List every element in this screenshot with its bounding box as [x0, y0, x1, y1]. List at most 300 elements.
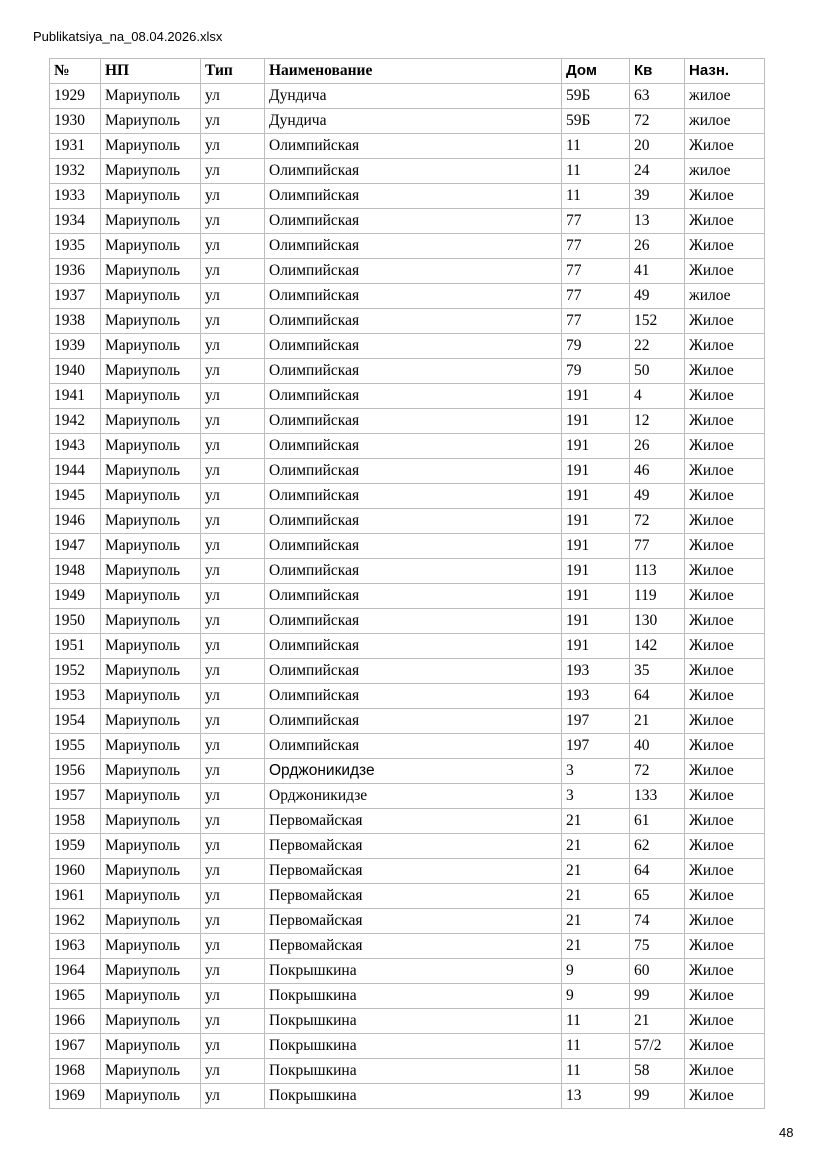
cell-purpose: Жилое [685, 634, 765, 659]
cell-purpose: Жилое [685, 659, 765, 684]
cell-apartment: 74 [630, 909, 685, 934]
cell-name: Олимпийская [265, 484, 562, 509]
column-header-purpose: Назн. [685, 59, 765, 84]
cell-purpose: Жилое [685, 959, 765, 984]
cell-number: 1946 [50, 509, 101, 534]
column-header-name: Наименование [265, 59, 562, 84]
cell-name: Олимпийская [265, 559, 562, 584]
cell-number: 1937 [50, 284, 101, 309]
cell-apartment: 21 [630, 709, 685, 734]
cell-apartment: 20 [630, 134, 685, 159]
cell-type: ул [201, 109, 265, 134]
cell-number: 1945 [50, 484, 101, 509]
cell-type: ул [201, 809, 265, 834]
cell-house: 11 [562, 1034, 630, 1059]
cell-name: Орджоникидзе [265, 759, 562, 784]
cell-type: ул [201, 384, 265, 409]
cell-apartment: 40 [630, 734, 685, 759]
cell-settlement: Мариуполь [101, 384, 201, 409]
cell-type: ул [201, 709, 265, 734]
table-row [50, 184, 765, 209]
cell-house: 197 [562, 709, 630, 734]
cell-name: Первомайская [265, 834, 562, 859]
cell-name: Покрышкина [265, 1009, 562, 1034]
cell-type: ул [201, 1059, 265, 1084]
cell-apartment: 39 [630, 184, 685, 209]
cell-purpose: Жилое [685, 459, 765, 484]
cell-name: Покрышкина [265, 1034, 562, 1059]
cell-type: ул [201, 534, 265, 559]
cell-type: ул [201, 209, 265, 234]
cell-number: 1948 [50, 559, 101, 584]
cell-number: 1949 [50, 584, 101, 609]
cell-name: Олимпийская [265, 159, 562, 184]
cell-purpose: Жилое [685, 759, 765, 784]
cell-house: 11 [562, 1059, 630, 1084]
cell-apartment: 12 [630, 409, 685, 434]
cell-settlement: Мариуполь [101, 484, 201, 509]
cell-number: 1929 [50, 84, 101, 109]
table-row [50, 234, 765, 259]
cell-house: 9 [562, 959, 630, 984]
table-row [50, 609, 765, 634]
cell-settlement: Мариуполь [101, 584, 201, 609]
cell-apartment: 49 [630, 484, 685, 509]
cell-purpose: Жилое [685, 834, 765, 859]
cell-purpose: Жилое [685, 484, 765, 509]
cell-name: Олимпийская [265, 459, 562, 484]
cell-number: 1965 [50, 984, 101, 1009]
document-filename: Publikatsiya_na_08.04.2026.xlsx [33, 29, 223, 44]
cell-house: 193 [562, 659, 630, 684]
cell-purpose: Жилое [685, 409, 765, 434]
table-row [50, 809, 765, 834]
cell-apartment: 35 [630, 659, 685, 684]
cell-name: Олимпийская [265, 309, 562, 334]
cell-number: 1952 [50, 659, 101, 684]
cell-number: 1959 [50, 834, 101, 859]
cell-purpose: Жилое [685, 1034, 765, 1059]
cell-number: 1938 [50, 309, 101, 334]
cell-settlement: Мариуполь [101, 834, 201, 859]
cell-number: 1966 [50, 1009, 101, 1034]
cell-settlement: Мариуполь [101, 609, 201, 634]
cell-type: ул [201, 734, 265, 759]
cell-name: Первомайская [265, 934, 562, 959]
cell-type: ул [201, 359, 265, 384]
cell-number: 1936 [50, 259, 101, 284]
cell-house: 191 [562, 559, 630, 584]
cell-house: 191 [562, 409, 630, 434]
cell-type: ул [201, 234, 265, 259]
cell-purpose: Жилое [685, 609, 765, 634]
cell-settlement: Мариуполь [101, 984, 201, 1009]
table-row [50, 759, 765, 784]
cell-settlement: Мариуполь [101, 884, 201, 909]
cell-apartment: 72 [630, 759, 685, 784]
cell-purpose: Жилое [685, 559, 765, 584]
cell-name: Олимпийская [265, 609, 562, 634]
table-row [50, 959, 765, 984]
cell-apartment: 130 [630, 609, 685, 634]
cell-type: ул [201, 784, 265, 809]
cell-type: ул [201, 834, 265, 859]
cell-number: 1934 [50, 209, 101, 234]
cell-number: 1958 [50, 809, 101, 834]
cell-purpose: Жилое [685, 709, 765, 734]
column-header-apartment: Кв [630, 59, 685, 84]
cell-type: ул [201, 859, 265, 884]
cell-house: 77 [562, 209, 630, 234]
cell-number: 1942 [50, 409, 101, 434]
cell-name: Олимпийская [265, 734, 562, 759]
cell-number: 1951 [50, 634, 101, 659]
table-row [50, 634, 765, 659]
cell-settlement: Мариуполь [101, 1034, 201, 1059]
cell-type: ул [201, 659, 265, 684]
cell-house: 11 [562, 134, 630, 159]
cell-purpose: Жилое [685, 1009, 765, 1034]
cell-purpose: Жилое [685, 259, 765, 284]
cell-name: Олимпийская [265, 209, 562, 234]
cell-purpose: Жилое [685, 384, 765, 409]
cell-purpose: Жилое [685, 134, 765, 159]
table-row [50, 134, 765, 159]
cell-house: 59Б [562, 84, 630, 109]
cell-number: 1944 [50, 459, 101, 484]
cell-settlement: Мариуполь [101, 559, 201, 584]
cell-number: 1950 [50, 609, 101, 634]
table-row [50, 309, 765, 334]
cell-number: 1960 [50, 859, 101, 884]
cell-apartment: 75 [630, 934, 685, 959]
cell-apartment: 142 [630, 634, 685, 659]
cell-settlement: Мариуполь [101, 509, 201, 534]
cell-house: 191 [562, 584, 630, 609]
registry-table [49, 58, 765, 1109]
table-row [50, 359, 765, 384]
cell-purpose: Жилое [685, 909, 765, 934]
cell-settlement: Мариуполь [101, 434, 201, 459]
table-header-row [50, 59, 765, 84]
table-body [50, 84, 765, 1109]
cell-settlement: Мариуполь [101, 859, 201, 884]
table-row [50, 259, 765, 284]
cell-purpose: Жилое [685, 184, 765, 209]
cell-apartment: 58 [630, 1059, 685, 1084]
cell-apartment: 61 [630, 809, 685, 834]
cell-settlement: Мариуполь [101, 709, 201, 734]
cell-purpose: Жилое [685, 1084, 765, 1109]
cell-house: 21 [562, 809, 630, 834]
cell-house: 191 [562, 509, 630, 534]
cell-house: 191 [562, 634, 630, 659]
cell-house: 3 [562, 759, 630, 784]
cell-name: Олимпийская [265, 384, 562, 409]
cell-settlement: Мариуполь [101, 234, 201, 259]
cell-type: ул [201, 134, 265, 159]
cell-purpose: Жилое [685, 859, 765, 884]
cell-house: 21 [562, 934, 630, 959]
cell-house: 77 [562, 284, 630, 309]
cell-type: ул [201, 484, 265, 509]
cell-purpose: Жилое [685, 584, 765, 609]
cell-apartment: 13 [630, 209, 685, 234]
cell-apartment: 57/2 [630, 1034, 685, 1059]
cell-name: Первомайская [265, 859, 562, 884]
cell-settlement: Мариуполь [101, 359, 201, 384]
cell-apartment: 99 [630, 1084, 685, 1109]
cell-type: ул [201, 584, 265, 609]
cell-house: 11 [562, 184, 630, 209]
cell-house: 9 [562, 984, 630, 1009]
cell-purpose: Жилое [685, 209, 765, 234]
page-number: 48 [779, 1125, 794, 1140]
cell-settlement: Мариуполь [101, 259, 201, 284]
cell-settlement: Мариуполь [101, 209, 201, 234]
cell-purpose: Жилое [685, 309, 765, 334]
cell-settlement: Мариуполь [101, 84, 201, 109]
cell-type: ул [201, 459, 265, 484]
cell-apartment: 77 [630, 534, 685, 559]
cell-apartment: 24 [630, 159, 685, 184]
table-row [50, 159, 765, 184]
cell-house: 197 [562, 734, 630, 759]
cell-type: ул [201, 684, 265, 709]
cell-number: 1930 [50, 109, 101, 134]
cell-settlement: Мариуполь [101, 734, 201, 759]
cell-name: Олимпийская [265, 684, 562, 709]
cell-type: ул [201, 884, 265, 909]
cell-number: 1932 [50, 159, 101, 184]
cell-number: 1953 [50, 684, 101, 709]
table-row [50, 509, 765, 534]
cell-number: 1954 [50, 709, 101, 734]
cell-apartment: 113 [630, 559, 685, 584]
cell-purpose: Жилое [685, 884, 765, 909]
cell-settlement: Мариуполь [101, 659, 201, 684]
cell-apartment: 49 [630, 284, 685, 309]
cell-type: ул [201, 934, 265, 959]
cell-apartment: 133 [630, 784, 685, 809]
cell-house: 3 [562, 784, 630, 809]
cell-name: Олимпийская [265, 409, 562, 434]
table-row [50, 559, 765, 584]
table-row [50, 834, 765, 859]
cell-number: 1941 [50, 384, 101, 409]
cell-apartment: 46 [630, 459, 685, 484]
cell-number: 1969 [50, 1084, 101, 1109]
table-row [50, 984, 765, 1009]
table-row [50, 709, 765, 734]
cell-purpose: Жилое [685, 334, 765, 359]
cell-settlement: Мариуполь [101, 459, 201, 484]
cell-purpose: Жилое [685, 934, 765, 959]
cell-name: Дундича [265, 109, 562, 134]
cell-apartment: 64 [630, 684, 685, 709]
table-row [50, 1059, 765, 1084]
cell-type: ул [201, 609, 265, 634]
cell-purpose: Жилое [685, 784, 765, 809]
cell-apartment: 50 [630, 359, 685, 384]
cell-type: ул [201, 409, 265, 434]
cell-type: ул [201, 284, 265, 309]
cell-purpose: жилое [685, 84, 765, 109]
table-row [50, 109, 765, 134]
cell-purpose: Жилое [685, 359, 765, 384]
cell-type: ул [201, 434, 265, 459]
cell-apartment: 62 [630, 834, 685, 859]
cell-settlement: Мариуполь [101, 184, 201, 209]
cell-house: 13 [562, 1084, 630, 1109]
cell-house: 77 [562, 234, 630, 259]
cell-name: Первомайская [265, 909, 562, 934]
table-row [50, 459, 765, 484]
cell-name: Олимпийская [265, 584, 562, 609]
cell-name: Олимпийская [265, 534, 562, 559]
cell-purpose: Жилое [685, 234, 765, 259]
cell-house: 191 [562, 434, 630, 459]
cell-apartment: 152 [630, 309, 685, 334]
cell-name: Олимпийская [265, 509, 562, 534]
table-row [50, 284, 765, 309]
cell-house: 191 [562, 484, 630, 509]
table-row [50, 1034, 765, 1059]
cell-settlement: Мариуполь [101, 534, 201, 559]
cell-house: 59Б [562, 109, 630, 134]
cell-apartment: 4 [630, 384, 685, 409]
cell-name: Олимпийская [265, 634, 562, 659]
cell-settlement: Мариуполь [101, 684, 201, 709]
cell-name: Олимпийская [265, 184, 562, 209]
cell-settlement: Мариуполь [101, 134, 201, 159]
cell-purpose: жилое [685, 159, 765, 184]
cell-apartment: 60 [630, 959, 685, 984]
cell-type: ул [201, 309, 265, 334]
cell-name: Олимпийская [265, 259, 562, 284]
table-row [50, 1084, 765, 1109]
cell-type: ул [201, 984, 265, 1009]
cell-settlement: Мариуполь [101, 1084, 201, 1109]
cell-settlement: Мариуполь [101, 634, 201, 659]
cell-house: 79 [562, 359, 630, 384]
cell-number: 1943 [50, 434, 101, 459]
column-header-number: № [50, 59, 101, 84]
cell-house: 191 [562, 384, 630, 409]
cell-purpose: Жилое [685, 734, 765, 759]
table-row [50, 909, 765, 934]
cell-name: Олимпийская [265, 709, 562, 734]
cell-type: ул [201, 634, 265, 659]
cell-apartment: 119 [630, 584, 685, 609]
cell-name: Покрышкина [265, 984, 562, 1009]
cell-house: 79 [562, 334, 630, 359]
cell-apartment: 21 [630, 1009, 685, 1034]
cell-name: Олимпийская [265, 134, 562, 159]
cell-type: ул [201, 184, 265, 209]
cell-apartment: 26 [630, 434, 685, 459]
cell-settlement: Мариуполь [101, 309, 201, 334]
table-row [50, 434, 765, 459]
cell-number: 1962 [50, 909, 101, 934]
table-row [50, 859, 765, 884]
cell-name: Покрышкина [265, 959, 562, 984]
cell-apartment: 72 [630, 109, 685, 134]
cell-house: 191 [562, 534, 630, 559]
cell-number: 1955 [50, 734, 101, 759]
table-row [50, 659, 765, 684]
cell-number: 1956 [50, 759, 101, 784]
cell-name: Олимпийская [265, 334, 562, 359]
cell-type: ул [201, 1034, 265, 1059]
cell-house: 191 [562, 459, 630, 484]
column-header-settlement: НП [101, 59, 201, 84]
cell-name: Олимпийская [265, 434, 562, 459]
cell-apartment: 99 [630, 984, 685, 1009]
cell-name: Олимпийская [265, 284, 562, 309]
table-row [50, 934, 765, 959]
cell-type: ул [201, 159, 265, 184]
table-row [50, 884, 765, 909]
cell-settlement: Мариуполь [101, 784, 201, 809]
cell-purpose: Жилое [685, 984, 765, 1009]
cell-house: 21 [562, 884, 630, 909]
cell-type: ул [201, 1084, 265, 1109]
cell-name: Орджоникидзе [265, 784, 562, 809]
cell-purpose: жилое [685, 284, 765, 309]
cell-type: ул [201, 84, 265, 109]
cell-house: 191 [562, 609, 630, 634]
cell-purpose: Жилое [685, 809, 765, 834]
cell-type: ул [201, 759, 265, 784]
table-row [50, 1009, 765, 1034]
table-row [50, 409, 765, 434]
cell-settlement: Мариуполь [101, 409, 201, 434]
cell-apartment: 41 [630, 259, 685, 284]
cell-name: Первомайская [265, 884, 562, 909]
cell-settlement: Мариуполь [101, 809, 201, 834]
cell-number: 1931 [50, 134, 101, 159]
cell-apartment: 26 [630, 234, 685, 259]
cell-name: Олимпийская [265, 234, 562, 259]
cell-name: Олимпийская [265, 359, 562, 384]
cell-apartment: 65 [630, 884, 685, 909]
cell-number: 1933 [50, 184, 101, 209]
cell-type: ул [201, 559, 265, 584]
cell-house: 11 [562, 1009, 630, 1034]
cell-purpose: Жилое [685, 684, 765, 709]
cell-type: ул [201, 959, 265, 984]
cell-house: 21 [562, 834, 630, 859]
cell-house: 77 [562, 309, 630, 334]
table-row [50, 784, 765, 809]
cell-house: 11 [562, 159, 630, 184]
cell-purpose: Жилое [685, 434, 765, 459]
cell-settlement: Мариуполь [101, 934, 201, 959]
cell-house: 21 [562, 909, 630, 934]
cell-type: ул [201, 909, 265, 934]
cell-house: 193 [562, 684, 630, 709]
cell-apartment: 72 [630, 509, 685, 534]
cell-settlement: Мариуполь [101, 109, 201, 134]
cell-name: Покрышкина [265, 1059, 562, 1084]
cell-settlement: Мариуполь [101, 159, 201, 184]
table-row [50, 684, 765, 709]
column-header-house: Дом [562, 59, 630, 84]
cell-purpose: Жилое [685, 509, 765, 534]
cell-house: 77 [562, 259, 630, 284]
cell-name: Дундича [265, 84, 562, 109]
